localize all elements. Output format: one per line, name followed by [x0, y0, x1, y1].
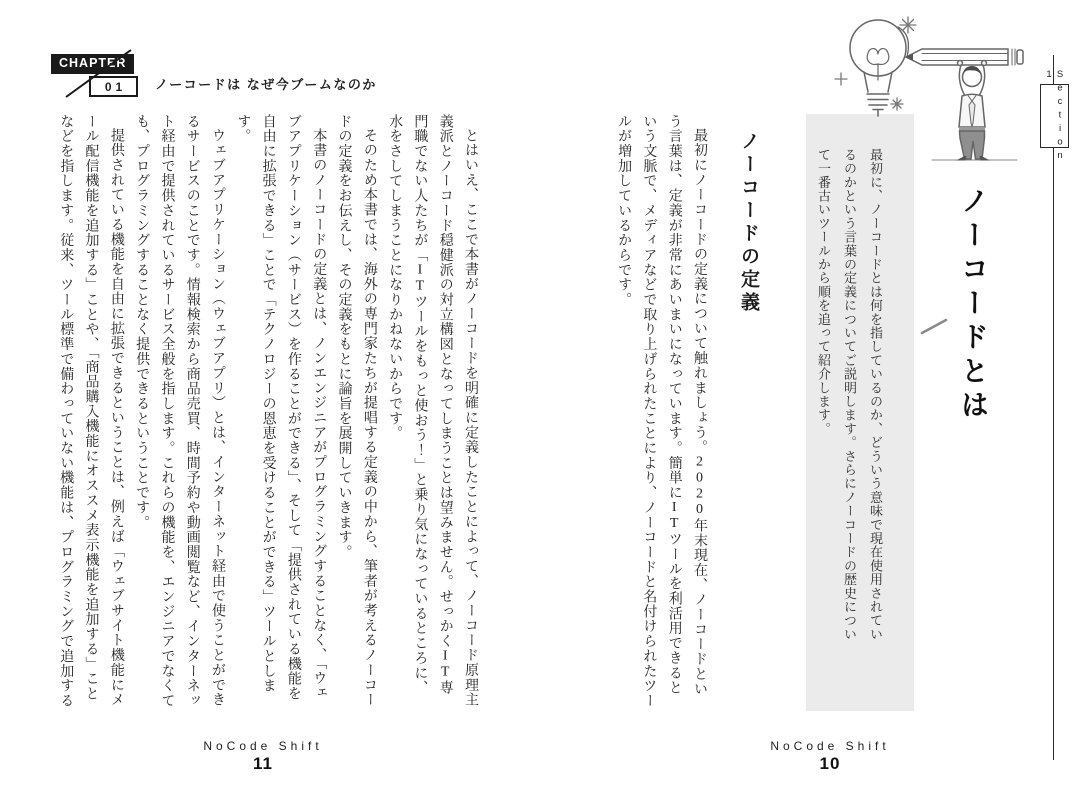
- paragraph: そのため本書では、海外の専門家たちが提唱する定義の中から、筆者が考えるノーコードの定義をお伝えし、その定義をもとに論旨を展開していきます。: [336, 114, 377, 708]
- paragraph: 最初にノーコードの定義について触れましょう。2020年末現在、ノーコードという言葉は、定義が非常にあいまいになっています。簡単にITツールを利活用できるという文脈で、メディアなどで取り上げられたことにより、ノーコードと名付けられたツールが増加しているからです。: [616, 114, 707, 708]
- intro-text: 最初に、ノーコードとは何を指しているのか、どういう意味で現在使用されているのかという言葉の定義についてご説明します。さらにノーコードの歴史について一番古いツールから順を追って紹介します。: [816, 148, 883, 642]
- page-number: 11: [253, 754, 273, 773]
- footer-left: [163, 739, 363, 774]
- paragraph: 本書のノーコードの定義とは、ノンエンジニアがプログラミングすることなく、「ウェブアプリケーション（サービス）を作ることができる」、そして「提供されている機能を自由に拡張できる」ことで「テクノロジーの恩恵を受けることができる」ツールとします。: [235, 114, 327, 701]
- person-figure: [932, 61, 1017, 161]
- pencil-icon: [906, 49, 1023, 65]
- callout-tail: [922, 320, 946, 333]
- chapter-title: ノーコードは なぜ今ブームなのか: [155, 77, 377, 92]
- footer-right: [730, 739, 930, 774]
- chapter-badge: CHAPTER: [51, 54, 134, 74]
- lightbulb-icon: [850, 20, 906, 116]
- book-title-footer: NoCode Shift: [203, 739, 323, 753]
- body-text-left-page: [58, 114, 483, 708]
- chapter-number-box: 01: [89, 76, 138, 97]
- section-tab-label: Section 1: [1043, 68, 1066, 164]
- sparkle-icon: [835, 17, 916, 110]
- page-number: 10: [819, 754, 841, 773]
- paragraph: とはいえ、ここで本書がノーコードを明確に定義したことによって、ノーコード原理主義派とノーコード穏健派の対立構図となってしまうことは望みません。せっかくIT専門職でない人たちが「ITツールをもっと使おう！」と乗り気になっているところに、水をさしてしまうことになりかねないからです。: [387, 114, 478, 708]
- section-heading: ノーコードの定義: [738, 131, 759, 315]
- page-title: ノーコードとは: [958, 186, 989, 424]
- paragraph: ウェブアプリケーション（ウェブアプリ）とは、インターネット経由で使うことができるサービスのことです。情報検索から商品売買、時間予約や動画閲覧など、インターネット経由で提供されているサービス全般を指します。これらの機能を、エンジニアでなくても、プログラミングすることなく提供できるということです。: [134, 114, 226, 708]
- paragraph: 提供されている機能を自由に拡張できるということは、例えば「ウェブサイト機能にメール配信機能を追加する」ことや、「商品購入機能にオススメ表示機能を追加する」ことなどを指します。従来、ツール標準で備わっていない機能は、プログラミングで追加する: [58, 114, 124, 708]
- body-text-right-page: [600, 114, 712, 708]
- book-title-footer: NoCode Shift: [770, 739, 890, 753]
- intro-callout: [806, 114, 914, 711]
- section-tab: [1040, 68, 1069, 164]
